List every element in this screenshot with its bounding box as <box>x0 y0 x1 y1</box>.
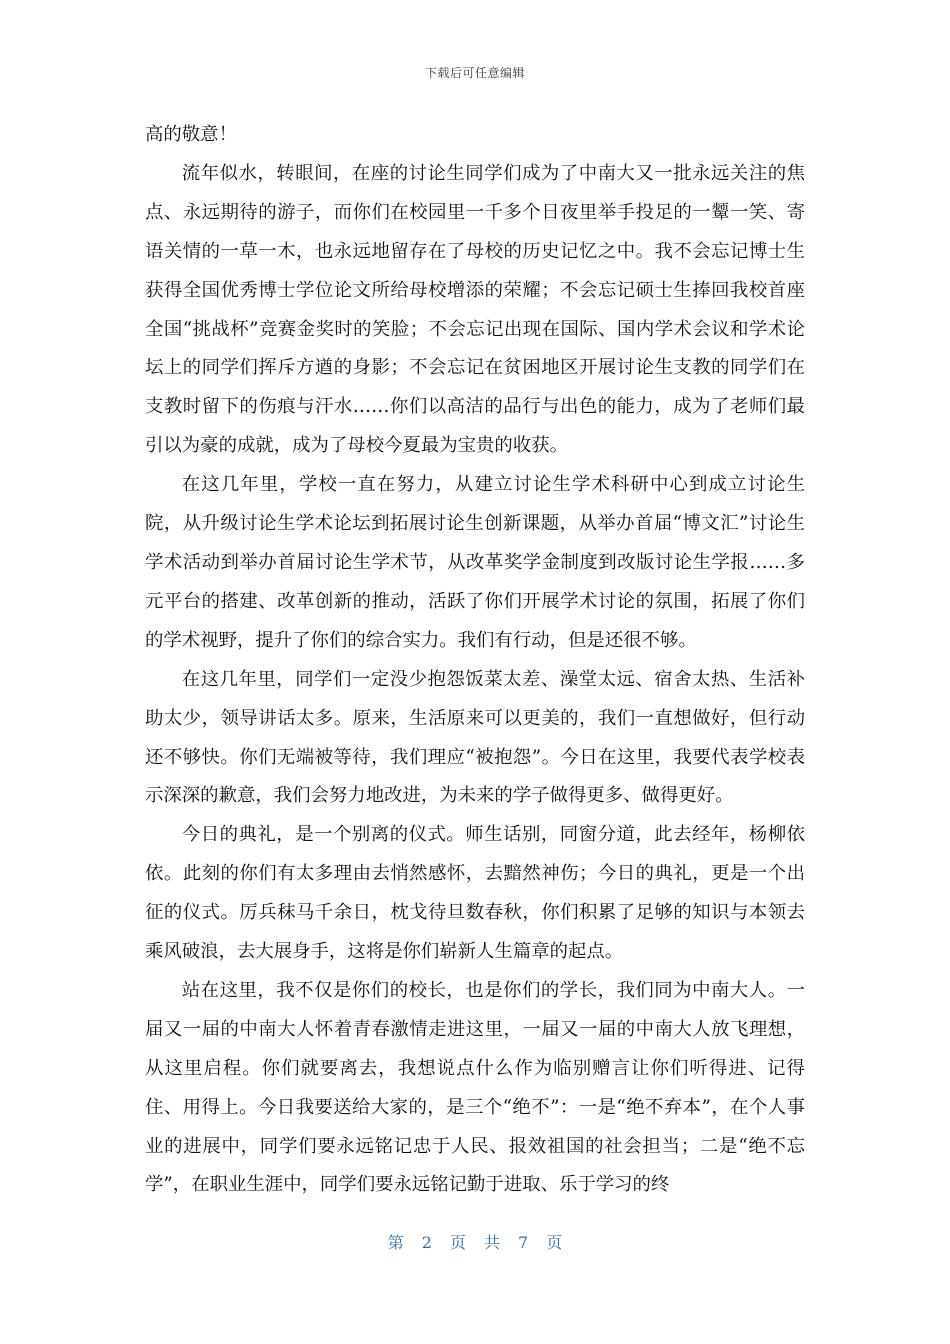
page-footer <box>0 1230 950 1253</box>
paragraph: 流年似水，转眼间，在座的讨论生同学们成为了中南大又一批永远关注的焦点、永远期待的游子，而你们在校园里一千多个日夜里举手投足的一颦一笑、寄语关情的一草一木，也永远地留存在了母校的历史记忆之中。我不会忘记博士生获得全国优秀博士学位论文所给母校增添的荣耀；不会忘记硕士生捧回我校首座全国“挑战杯”竞赛金奖时的笑脸；不会忘记出现在国际、国内学术会议和学术论坛上的同学们挥斥方遒的身影；不会忘记在贫困地区开展讨论生支教的同学们在支教时留下的伤痕与汗水……你们以高洁的品行与出色的能力，成为了老师们最引以为豪的成就，成为了母校今夏最为宝贵的收获。 <box>145 162 805 457</box>
footer-label-di: 第 <box>387 1233 404 1252</box>
total-page-count: 7 <box>518 1233 529 1252</box>
paragraph: 在这几年里，同学们一定没少抱怨饭菜太差、澡堂太远、宿舍太热、生活补助太少，领导讲话太多。原来，生活原来可以更美的，我们一直想做好，但行动还不够快。你们无端被等待，我们理应“被抱怨”。今日在这里，我要代表学校表示深深的歉意，我们会努力地改进，为未来的学子做得更多、做得更好。 <box>145 668 805 807</box>
footer-label-ye: 页 <box>449 1233 466 1252</box>
paragraph-continuation: 高的敬意！ <box>145 124 237 145</box>
footer-label-gong: 共 <box>484 1233 501 1252</box>
paragraph: 今日的典礼，是一个别离的仪式。师生话别，同窗分道，此去经年，杨柳依依。此刻的你们有太多理由去悄然感怀，去黯然神伤；今日的典礼，更是一个出征的仪式。厉兵秣马千余日，枕戈待旦数春秋，你们积累了足够的知识与本领去乘风破浪，去大展身手，这将是你们崭新人生篇章的起点。 <box>145 824 805 963</box>
footer-label-ye-2: 页 <box>546 1233 563 1252</box>
page-header: 下载后可任意编辑 <box>424 66 525 80</box>
current-page-number: 2 <box>421 1233 432 1252</box>
document-body <box>145 116 805 1205</box>
paragraph: 站在这里，我不仅是你们的校长，也是你们的学长，我们同为中南大人。一届又一届的中南大人怀着青春激情走进这里，一届又一届的中南大人放飞理想，从这里启程。你们就要离去，我想说点什么作为临别赠言让你们听得进、记得住、用得上。今日我要送给大家的，是三个“绝不”：一是“绝不弃本”，在个人事业的进展中，同学们要永远铭记忠于人民、报效祖国的社会担当；二是“绝不忘学”，在职业生涯中，同学们要永远铭记勤于进取、乐于学习的终 <box>145 979 805 1196</box>
paragraph: 在这几年里，学校一直在努力，从建立讨论生学术科研中心到成立讨论生院，从升级讨论生学术论坛到拓展讨论生创新课题，从举办首届“博文汇”讨论生学术活动到举办首届讨论生学术节，从改革奖学金制度到改版讨论生学报……多元平台的搭建、改革创新的推动，活跃了你们开展学术讨论的氛围，拓展了你们的学术视野，提升了你们的综合实力。我们有行动，但是还很不够。 <box>145 474 805 651</box>
